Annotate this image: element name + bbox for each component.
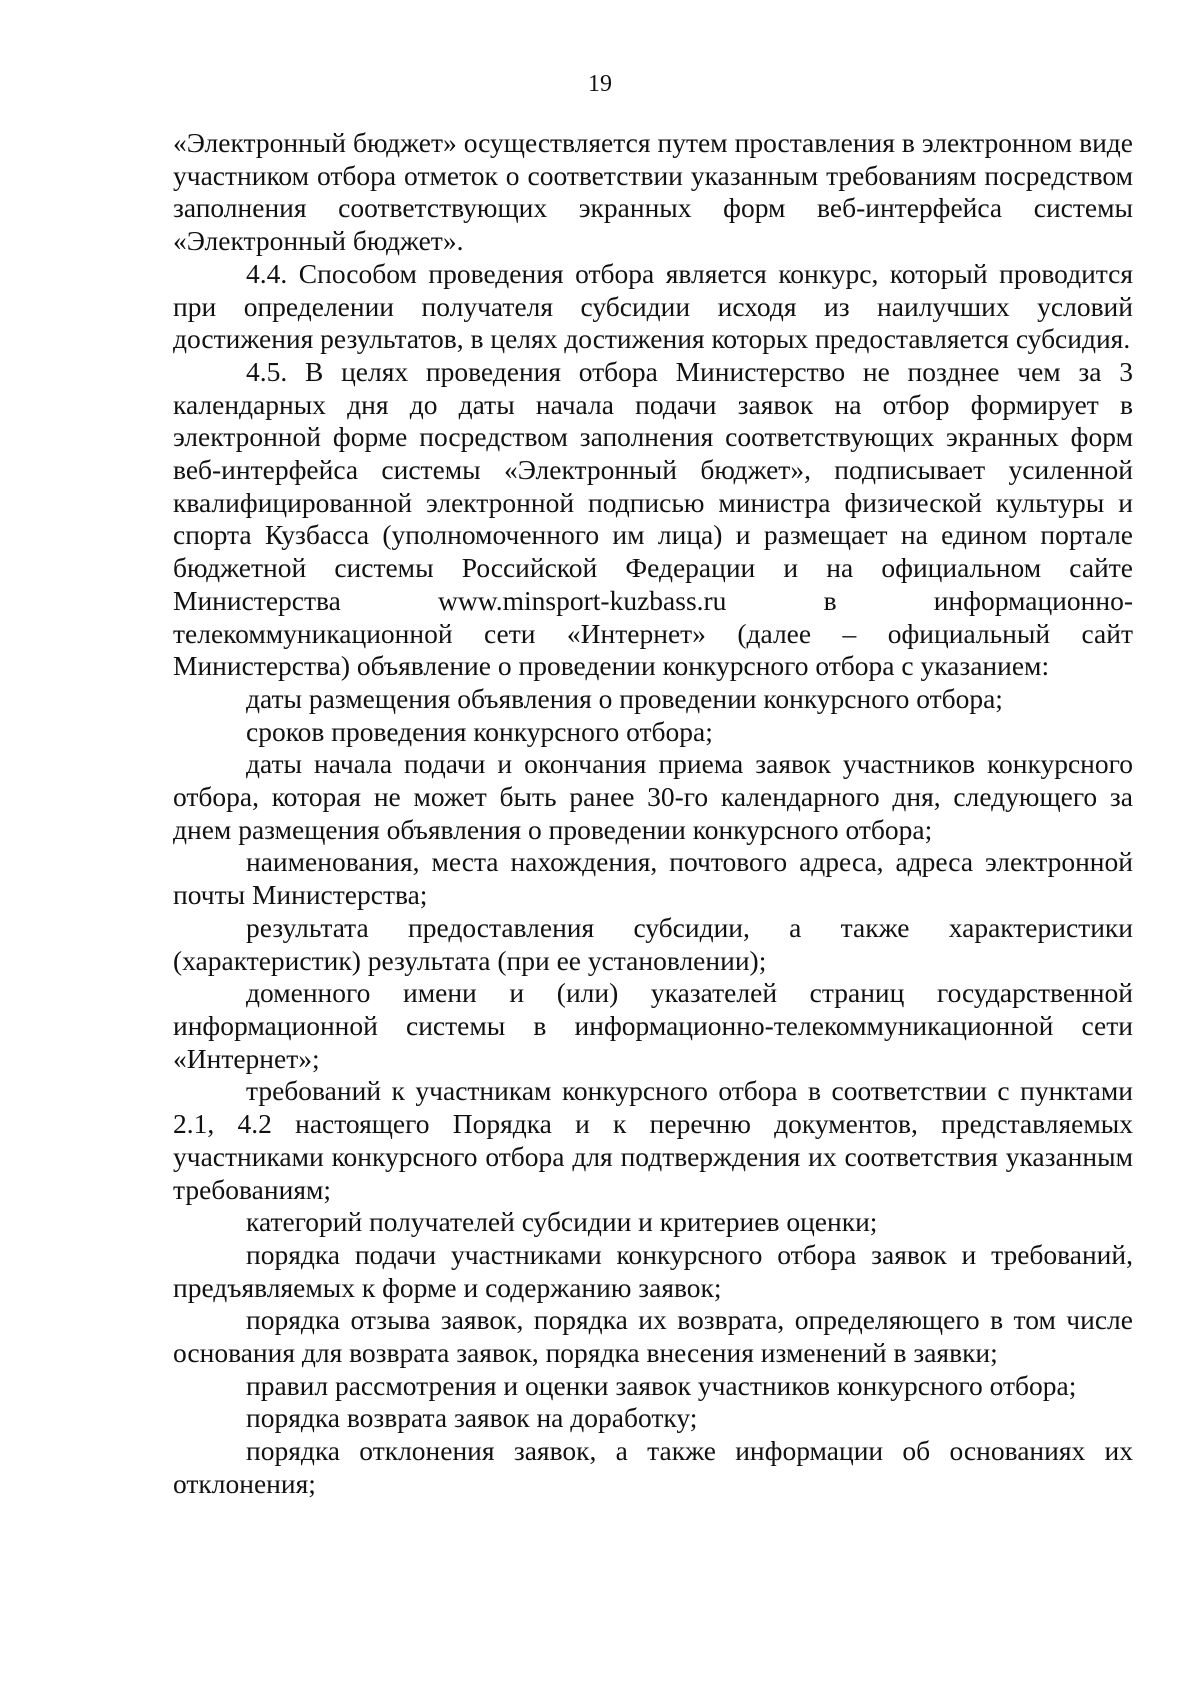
list-item-announcement-date: даты размещения объявления о проведении конкурсного отбора; [246, 682, 1003, 714]
paragraph-4-5: 4.5. В целях проведения отбора Министерство не позднее чем за 3 календарных дня до даты начала подачи заявок на отбор формирует в электронной форме посредством заполнения соответствующих экранных форм веб-интерфейса системы «Электронный бюджет», подписывает усиленной квалифицированной электронной подписью министра физической культуры и спорта Кузбасса (уполномоченного им лица) и размещает на едином портале бюджетной системы Российской Федерации и на официальном сайте Министерства www.minsport-kuzbass.ru в информационно-телекоммуникационной сети «Интернет» (далее – официальный сайт Министерства) объявление о проведении конкурсного отбора с указанием: [173, 355, 1133, 682]
page-number: 19 [588, 71, 612, 97]
list-item-subsidy-result: результата предоставления субсидии, а также характеристики (характеристик) результата (при ее установлении); [173, 911, 1133, 976]
document-body [173, 127, 1133, 1501]
list-item-domain-name: доменного имени и (или) указателей страниц государственной информационной системы в информационно-телекоммуникационной сети «Интернет»; [173, 977, 1133, 1074]
list-item-application-dates: даты начала подачи и окончания приема заявок участников конкурсного отбора, которая не может быть ранее 30-го календарного дня, следующего за днем размещения объявления о проведении конкурсного отбора; [173, 748, 1133, 845]
list-item-rejection-procedure: порядка отклонения заявок, а также информации об основаниях их отклонения; [173, 1435, 1133, 1499]
list-item-withdrawal-procedure: порядка отзыва заявок, порядка их возврата, определяющего в том числе основания для возврата заявок, порядка внесения изменений в заявки; [173, 1304, 1133, 1369]
list-item-participant-requirements: требований к участникам конкурсного отбора в соответствии с пунктами 2.1, 4.2 настоящего Порядка и к перечню документов, представляемых участниками конкурсного отбора для подтверждения их соответствия указанным требованиям; [173, 1075, 1133, 1205]
paragraph-continuation: «Электронный бюджет» осуществляется путем проставления в электронном виде участником отбора отметок о соответствии указанным требованиям посредством заполнения соответствующих экранных форм веб-интерфейса системы «Электронный бюджет». [173, 127, 1133, 257]
list-item-recipient-categories: категорий получателей субсидии и критериев оценки; [246, 1206, 878, 1238]
list-item-return-for-revision: порядка возврата заявок на доработку; [246, 1402, 698, 1434]
list-item-ministry-contacts: наименования, места нахождения, почтового адреса, адреса электронной почты Министерства; [173, 846, 1133, 911]
paragraph-4-4: 4.4. Способом проведения отбора является конкурс, который проводится при определении получателя субсидии исходя из наилучших условий достижения результатов, в целях достижения которых предоставляется субсидия. [173, 257, 1133, 355]
list-item-evaluation-rules: правил рассмотрения и оценки заявок участников конкурсного отбора; [246, 1369, 1077, 1401]
list-item-selection-terms: сроков проведения конкурсного отбора; [246, 715, 713, 747]
list-item-submission-procedure: порядка подачи участниками конкурсного отбора заявок и требований, предъявляемых к форме и содержанию заявок; [173, 1238, 1133, 1303]
